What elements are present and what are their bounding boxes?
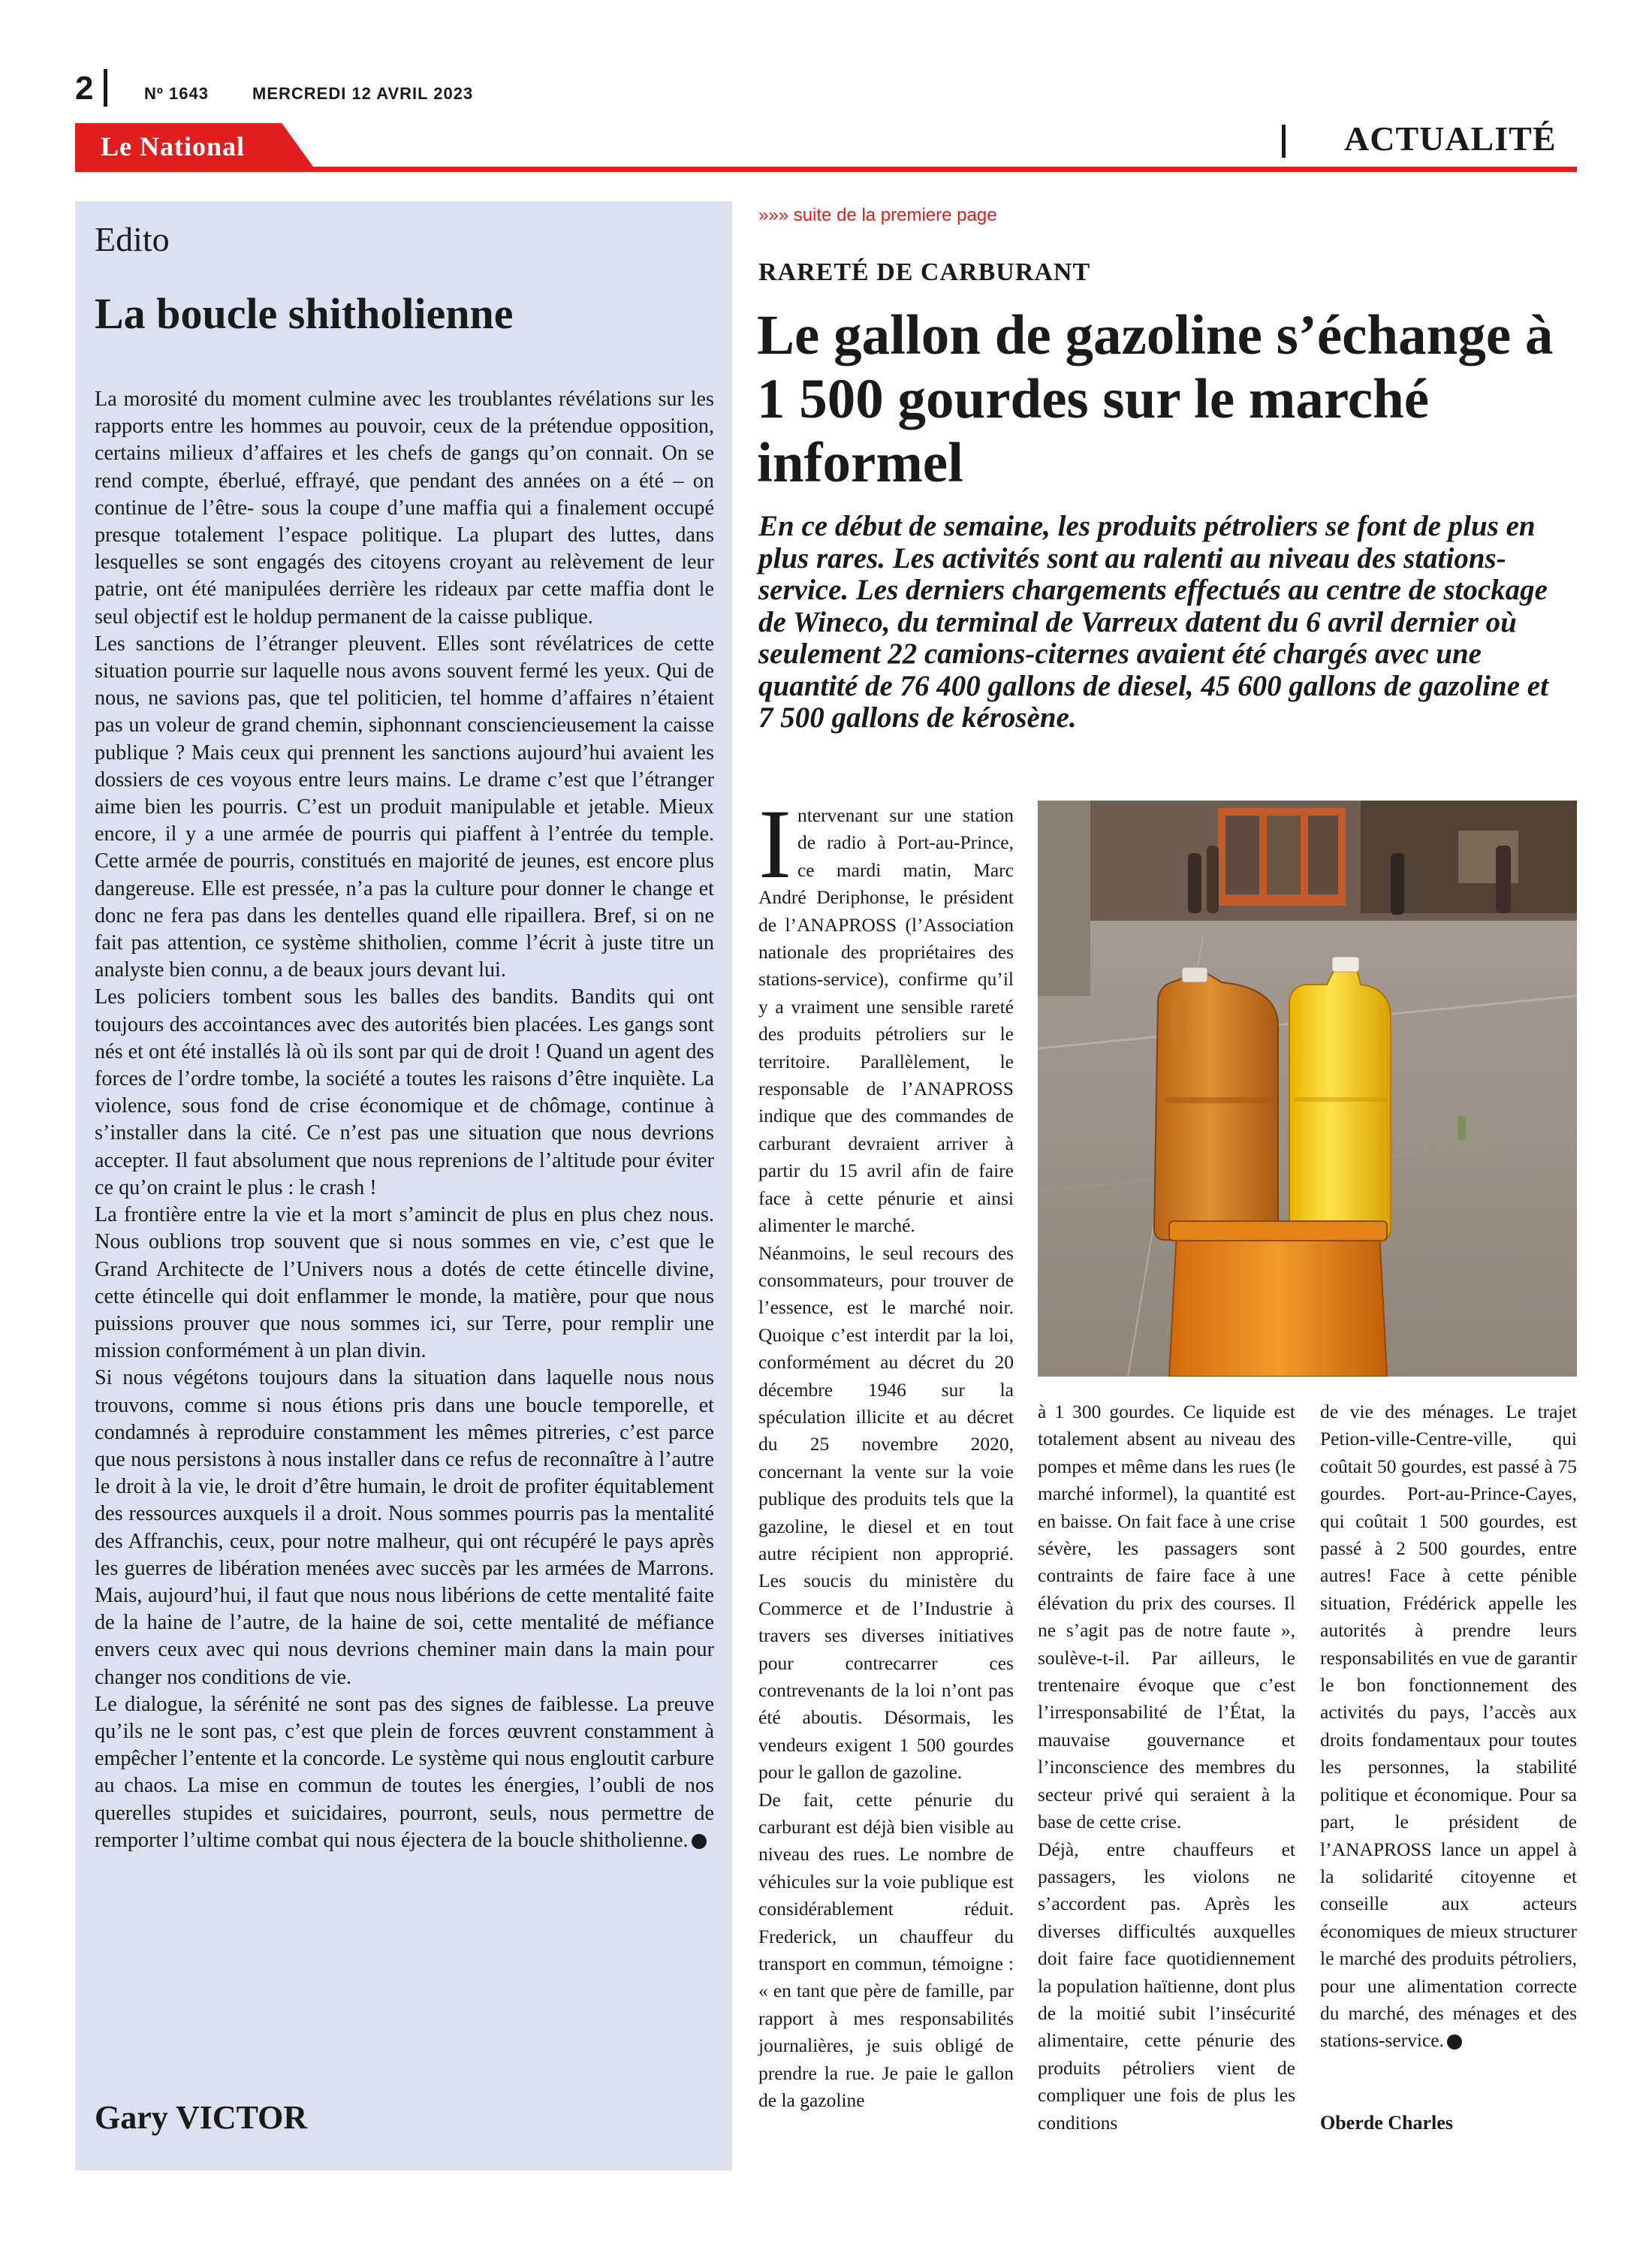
article-paragraph: Néanmoins, le seul recours des consommateurs, pour trouver de l’essence, est le marché noir. Quoique c’est interdit par la loi, conformément au décret du 20 décembre 1946 sur la spéculation illicite et au décret du 25 novembre 2020, concernant la vente sur la voie publique des produits tels que la gazoline, le diesel et en tout autre récipient non approprié. Les soucis du ministère du Commerce et de l’Industrie à travers ses diverses initiatives pour contrecarrer ces contrevenants de la loi n’ont pas été aboutis. Désormais, les vendeurs exigent 1 500 gourdes pour le gallon de gazoline. [758, 1241, 1014, 1784]
article-lede: En ce début de semaine, les produits pétroliers se font de plus en plus rares. Les activités sont au ralenti au niveau des stations-service. Les derniers chargements effectués au centre de stockage de Wineco, du terminal de Varreux datent du 6 avril dernier où seulement 22 camions-citernes avaient été chargés avec une quantité de 76 400 gallons de diesel, 45 600 gallons de gazoline et 7 500 gallons de kérosène. [758, 510, 1548, 734]
article-author: Oberde Charles [1320, 2112, 1453, 2134]
article-paragraph: De fait, cette pénurie du carburant est déjà bien visible au niveau des rues. Le nombre de véhicules sur la voie publique est considérablement réduit. Frederick, un chauffeur du transport en commun, témoigne : « en tant que père de famille, par rapport à mes responsabilités journalières, je suis obligé de prendre la rue. Je paie le gallon de la gazoline [758, 1788, 1014, 2112]
fuel-containers-photo [1038, 801, 1577, 1377]
edito-label: Edito [95, 220, 170, 258]
page-number-divider [104, 69, 107, 107]
article-column-2 [1038, 1398, 1295, 2137]
brand-logo: Le National [101, 131, 246, 161]
issue-date: MERCREDI 12 AVRIL 2023 [252, 84, 474, 103]
edito-paragraph: La morosité du moment culmine avec les troublantes révélations sur les rapports entre les hommes au pouvoir, ceux de la prétendue opposition, certains milieux d’affaires et les chefs de gangs qu’on connait. On se rend compte, éberlué, effrayé, que pendant des années on a été – on continue de l’être- sous la coupe d’une maffia qui a finalement occupé presque totalement l’espace politique. La plupart des luttes, dans lesquelles se sont engagés des citoyens croyant au relèvement de leur patrie, ont été manipulées derrière les rideaux par cette maffia dont le seul objectif est le holdup permanent de la caisse publique. [95, 388, 714, 629]
header-rule [75, 167, 1577, 172]
section-title: ACTUALITÉ [1344, 119, 1557, 158]
edito-body [95, 386, 714, 1854]
article-column-1 [758, 789, 1014, 2115]
issue-number: Nº 1643 [144, 84, 209, 103]
edito-title: La boucle shitholienne [95, 289, 514, 338]
edito-paragraph: Si nous végétons toujours dans la situation dans laquelle nous nous trouvons, comme si nous étions pris dans une boucle temporelle, et condamnés à reproduire constamment les mêmes pitreries, c’est parce que nous persistons à nous installer dans ce refus de reconnaître à l’autre le droit à la vie, le droit d’être humain, le droit de profiter équitablement des ressources auxquels il a droit. Nous sommes pourris pas la mentalité des Affranchis, ceux, pour notre malheur, qui ont récupéré le pays après les guerres de libération menées avec succès par les armées de Marrons. Mais, aujourd’hui, il faut que nous nous libérions de cette mentalité faite de la haine de l’autre, de la haine de soi, cette mentalité de méfiance envers ceux avec qui nous devrions cheminer main dans la main pour changer nos conditions de vie. [95, 1366, 714, 1689]
article-paragraph-text: ntervenant sur une station de radio à Port-au-Prince, ce mardi matin, Marc André Deriphonse, le président de l’ANAPROSS (l’Association nationale des propriétaires des stations-service), confirme qu’il y a vraiment une sensible rareté des produits pétroliers sur le territoire. Parallèlement, le responsable de l’ANAPROSS indique que des commandes de carburant devraient arriver à partir du 15 avril afin de faire face à cette pénurie et ainsi alimenter le marché. [758, 804, 1014, 1237]
end-mark-icon [692, 1834, 707, 1849]
article-paragraph-last [1320, 1398, 1577, 2055]
article-paragraph [758, 789, 1014, 1240]
edito-paragraph-text: Le dialogue, la sérénité ne sont pas des signes de faiblesse. La preuve qu’ils ne le sont pas, c’est que plein de forces œuvrent constamment à empêcher l’entente et la concorde. Le système qui nous engloutit carbure au chaos. La mise en commun de toutes les énergies, l’oubli de nos querelles stupides et suicidaires, pourront, seuls, nous permettre de remporter l’ultime combat qui nous éjectera de la boucle shitholienne. [95, 1692, 714, 1852]
article-paragraph: à 1 300 gourdes. Ce liquide est totalement absent au niveau des pompes et même dans les rues (le marché informel), la quantité est en baisse. On fait face à une crise sévère, les passagers sont contraints de faire face à une élévation du prix des courses. Il ne s’agit pas de notre faute », soulève-t-il. Par ailleurs, le trentenaire évoque que c’est l’irresponsabilité de l’État, la mauvaise gouvernance et l’inconscience des membres du secteur privé qui seraient à la base de cette crise. [1038, 1401, 1295, 1833]
section-divider [1282, 125, 1286, 158]
article-headline: Le gallon de gazoline s’échange à 1 500 gourdes sur le marché informel [757, 304, 1554, 494]
article-paragraph-text: de vie des ménages. Le trajet Petion-ville-Centre-ville, qui coûtait 50 gourdes, est passé à 75 gourdes. Port-au-Prince-Cayes, qui coûtait 1 500 gourdes, est passé à 2 500 gourdes, entre autres! Face à cette pénible situation, Frédérick appelle les autorités à prendre leurs responsabilités en vue de garantir le bon fonctionnement des activités du pays, l’accès aux droits fondamentaux pour toutes les personnes, la stabilité politique et économique. Pour sa part, le président de l’ANAPROSS lance un appel à la solidarité citoyenne et conseille aux acteurs économiques de mieux structurer le marché des produits pétroliers, pour une alimentation correcte du marché, des ménages et des stations-service. [1320, 1401, 1577, 2052]
continued-from-front-link[interactable]: »»» suite de la premiere page [758, 205, 997, 225]
edito-paragraph: Les policiers tombent sous les balles des bandits. Bandits qui ont toujours des accointances avec des autorités bien placées. Les gangs sont nés et ont été installés là où ils sont par qui de droit ! Quand un agent des forces de l’ordre tombe, la société a toutes les raisons d’être inquiète. La violence, sous fond de crise économique et de chômage, continue à s’installer dans la cité. Ce n’est pas une situation que nous devrions accepter. Il faut absolument que nous reprenions de l’altitude pour éviter ce qu’on craint le plus : le crash ! [95, 985, 714, 1199]
edito-paragraph-last [95, 1691, 714, 1854]
page-number: 2 [75, 70, 94, 107]
article-column-3 [1320, 1398, 1577, 2055]
article-kicker: RARETÉ DE CARBURANT [758, 258, 1091, 286]
edito-paragraph: Les sanctions de l’étranger pleuvent. Elles sont révélatrices de cette situation pourrie sur laquelle nous avons souvent fermé les yeux. Qui de nous, ne savions pas, que tel politicien, tel homme d’affaires n’étaient pas un voleur de grand chemin, siphonnant consciencieusement la caisse publique ? Mais ceux qui prennent les sanctions aujourd’hui avaient les dossiers de ces voyous entre leurs mains. Le drame c’est que l’étranger aime bien les pourris. C’est un produit manipulable et jetable. Mieux encore, il y a une armée de pourris qui piaffent à l’entrée du temple. Cette armée de pourris, constitués en majorité de jeunes, est encore plus dangereuse. Elle est pressée, n’a pas la culture pour donner le change et donc ne fera pas dans les dentelles quand elle ripaillera. Bref, si on ne fait pas attention, ce système shitholien, comme l’écrit à juste titre un analyste bien connu, a de beaux jours devant lui. [95, 632, 714, 982]
edito-author: Gary VICTOR [95, 2099, 308, 2136]
end-mark-icon [1447, 2034, 1462, 2049]
drop-cap: I [758, 789, 791, 899]
article-paragraph: Déjà, entre chauffeurs et passagers, les violons ne s’accordent pas. Après les diverses difficultés auxquelles doit faire face quotidiennement la population haïtienne, dont plus de la moitié subit l’insécurité alimentaire, cette pénurie des produits pétroliers vient de compliquer une fois de plus les conditions [1038, 1838, 1295, 2134]
edito-paragraph: La frontière entre la vie et la mort s’amincit de plus en plus chez nous. Nous oublions trop souvent que si nous sommes en vie, c’est que le Grand Architecte de l’Univers nous a dotés de cette étincelle divine, cette étincelle qui doit enflammer le monde, la matière, pour que nous puissions prouver que nous sommes ici, sur Terre, pour remplir une mission conformément à un plan divin. [95, 1203, 714, 1363]
